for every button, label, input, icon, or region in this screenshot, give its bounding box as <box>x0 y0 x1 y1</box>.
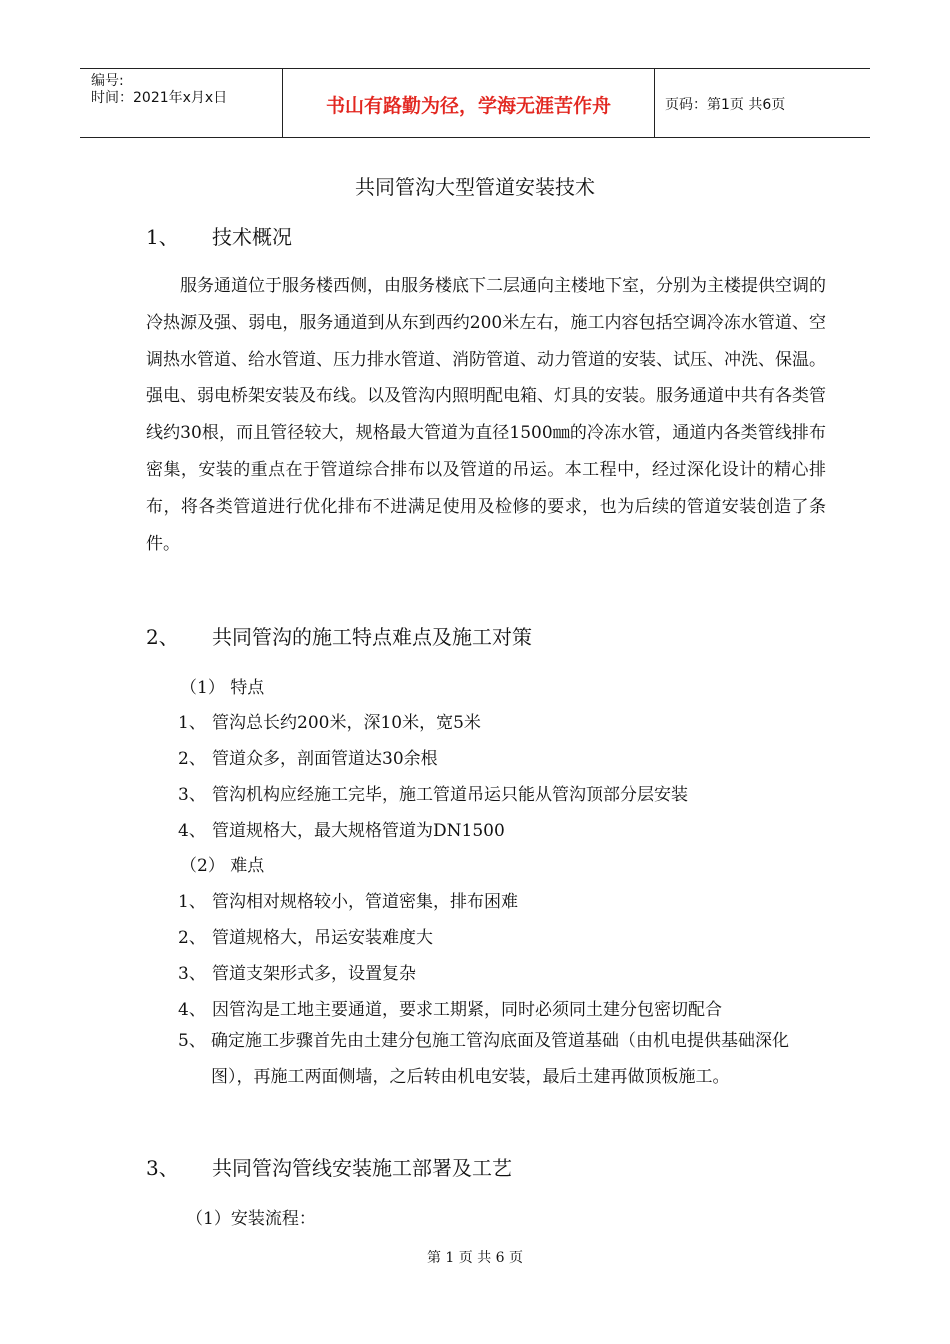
install-flow-heading: （1）安装流程： <box>186 1209 316 1229</box>
motto-text: 书山有路勤为径，学海无涯苦作舟 <box>325 95 611 117</box>
section-title: 共同管沟的施工特点难点及施工对策 <box>212 625 532 649</box>
list-item: 1、 管沟相对规格较小，管道密集，排布困难 <box>178 892 518 912</box>
overview-paragraph: 服务通道位于服务楼西侧，由服务楼底下二层通向主楼地下室，分别为主楼提供空调的冷热源及强、弱电，服务通道到从东到西约200米左右，施工内容包括空调冷冻水管道、空调热水管道、给水管道、压力排水管道、消防管道、动力管道的安装、试压、冲洗、保温。强电、弱电桥架安装及布线。以及管沟内照明配电箱、灯具的安装。服务通道中共有各类管线约30根，而且管径较大，规格最大管道为直径1500㎜的冷冻水管，通道内各类管线排布密集，安装的重点在于管道综合排布以及管道的吊运。本工程中，经过深化设计的精心排布，将各类管道进行优化排布不进满足使用及检修的要求，也为后续的管道安装创造了条件。 <box>146 276 826 554</box>
document-title: 共同管沟大型管道安装技术 <box>355 175 595 199</box>
section-2-heading <box>146 621 532 650</box>
list-item: 3、 管道支架形式多，设置复杂 <box>178 964 416 984</box>
list-item: 4、 因管沟是工地主要通道，要求工期紧，同时必须同土建分包密切配合 <box>178 1000 722 1020</box>
difficulties-heading: （2） 难点 <box>180 856 265 876</box>
section-title: 技术概况 <box>212 225 292 249</box>
document-number-label: 编号: <box>91 73 124 89</box>
section-number: 1、 <box>146 225 179 249</box>
list-item: 5、 确定施工步骤首先由土建分包施工管沟底面及管道基础（由机电提供基础深化图），再施工两面侧墙，之后转由机电安装，最后土建再做顶板施工。 <box>178 1031 789 1087</box>
list-item: 1、 管沟总长约200米，深10米，宽5米 <box>178 713 481 733</box>
document-date: 时间：2021年x月x日 <box>91 90 228 106</box>
header-page-cell <box>655 69 870 137</box>
list-item: 4、 管道规格大，最大规格管道为DN1500 <box>178 821 505 841</box>
section-number: 2、 <box>146 625 179 649</box>
page-header <box>80 68 870 138</box>
page-code: 页码：第1页 共6页 <box>665 97 786 113</box>
section-1-heading <box>146 221 292 250</box>
section-3-heading <box>146 1152 512 1181</box>
section-title: 共同管沟管线安装施工部署及工艺 <box>212 1156 512 1180</box>
list-item: 3、 管沟机构应经施工完毕，施工管道吊运只能从管沟顶部分层安装 <box>178 785 688 805</box>
list-item: 2、 管道规格大，吊运安装难度大 <box>178 928 433 948</box>
page-footer: 第 1 页 共 6 页 <box>426 1250 524 1266</box>
section-number: 3、 <box>146 1156 179 1180</box>
list-item: 2、 管道众多，剖面管道达30余根 <box>178 749 438 769</box>
header-motto-cell <box>283 69 655 137</box>
features-heading: （1） 特点 <box>180 678 265 698</box>
header-info-cell <box>80 69 283 137</box>
